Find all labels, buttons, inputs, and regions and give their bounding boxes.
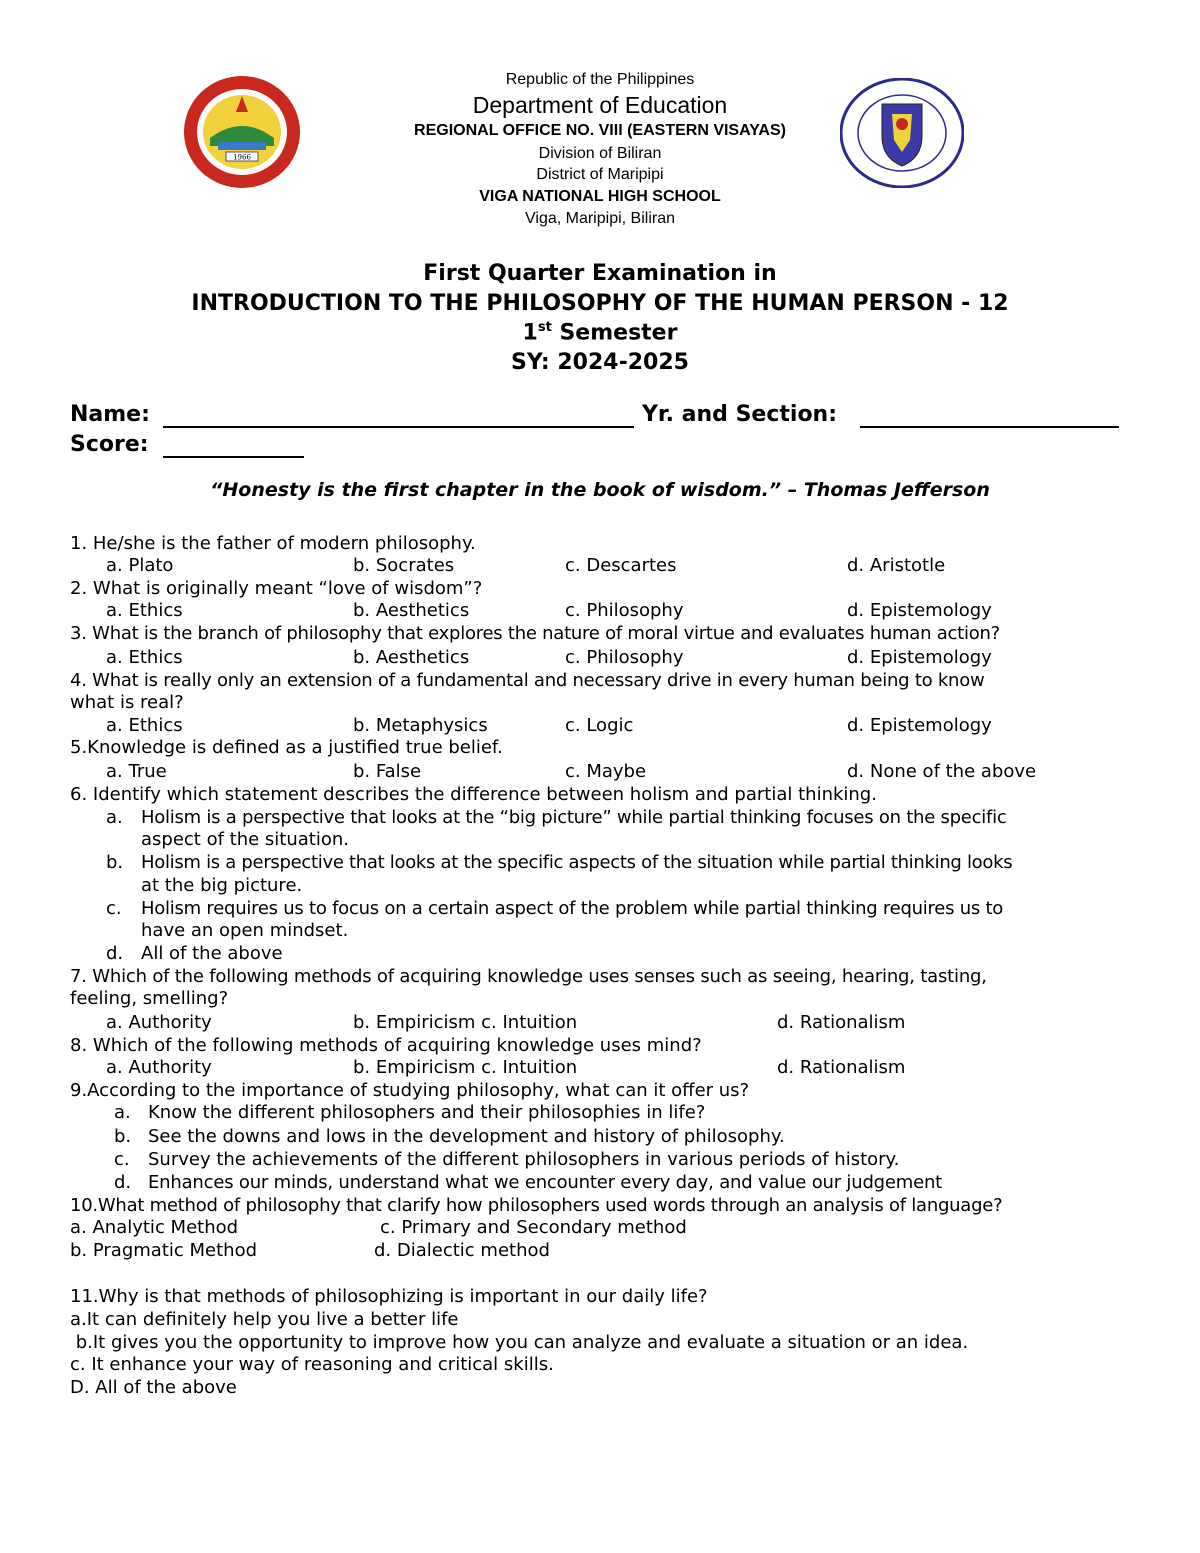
question-2: 2. What is originally meant “love of wisdom”? — [70, 578, 483, 599]
q10-option-d: d. Dialectic method — [374, 1240, 550, 1261]
exam-semester: 1st Semester — [522, 320, 678, 346]
department-line: Department of Education — [472, 92, 728, 118]
q9-option-c: Survey the achievements of the different philosophers in various periods of history. — [148, 1149, 900, 1170]
q7-option-bc: b. Empiricism c. Intuition — [353, 1012, 578, 1033]
question-5: 5.Knowledge is defined as a justified true belief. — [70, 737, 503, 758]
q6-option-a: Holism is a perspective that looks at the “big picture” while partial thinking focuses on the specific — [141, 807, 1007, 828]
q7-option-a: a. Authority — [106, 1012, 212, 1033]
exam-title-line1: First Quarter Examination in — [423, 261, 777, 286]
name-field[interactable] — [163, 426, 634, 428]
exam-subject: INTRODUCTION TO THE PHILOSOPHY OF THE HUMAN PERSON - 12 — [191, 291, 1009, 316]
q9-mark-a: a. — [114, 1102, 131, 1123]
q5-option-d: d. None of the above — [847, 761, 1037, 782]
q8-option-d: d. Rationalism — [777, 1057, 906, 1078]
q9-option-d: Enhances our minds, understand what we encounter every day, and value our judgement — [148, 1172, 943, 1193]
svg-text:1966: 1966 — [233, 153, 251, 162]
region-line: REGIONAL OFFICE NO. VIII (EASTERN VISAYAS) — [414, 122, 786, 139]
division-line: Division of Biliran — [538, 145, 662, 162]
q9-mark-b: b. — [114, 1126, 132, 1147]
q1-option-b: b. Socrates — [353, 555, 455, 576]
q6-option-b-cont: at the big picture. — [141, 875, 303, 896]
q4-option-c: c. Logic — [565, 715, 634, 736]
q10-option-a: a. Analytic Method — [70, 1217, 239, 1238]
q6-option-c: Holism requires us to focus on a certain aspect of the problem while partial thinking requires us to — [141, 898, 1004, 919]
score-field[interactable] — [163, 456, 304, 458]
q1-option-a: a. Plato — [106, 555, 174, 576]
question-1: 1. He/she is the father of modern philosophy. — [70, 533, 476, 554]
q3-option-a: a. Ethics — [106, 647, 183, 668]
q10-option-b: b. Pragmatic Method — [70, 1240, 258, 1261]
q5-option-a: a. True — [106, 761, 167, 782]
q9-option-b: See the downs and lows in the development and history of philosophy. — [148, 1126, 785, 1147]
section-field[interactable] — [860, 426, 1119, 428]
q2-option-a: a. Ethics — [106, 600, 183, 621]
q9-mark-c: c. — [114, 1149, 130, 1170]
q6-option-c-cont: have an open mindset. — [141, 920, 349, 941]
school-year: SY: 2024-2025 — [511, 350, 689, 375]
question-4-cont: what is real? — [70, 692, 184, 713]
question-11: 11.Why is that methods of philosophizing is important in our daily life? — [70, 1286, 708, 1307]
question-8: 8. Which of the following methods of acquiring knowledge uses mind? — [70, 1035, 702, 1056]
question-4: 4. What is really only an extension of a fundamental and necessary drive in every human being to know — [70, 670, 985, 691]
q1-option-c: c. Descartes — [565, 555, 677, 576]
score-label: Score: — [70, 432, 149, 457]
question-7: 7. Which of the following methods of acquiring knowledge uses senses such as seeing, hearing, tasting, — [70, 966, 987, 987]
q6-mark-b: b. — [106, 852, 124, 873]
q8-option-a: a. Authority — [106, 1057, 212, 1078]
question-3: 3. What is the branch of philosophy that explores the nature of moral virtue and evaluates human action? — [70, 623, 1000, 644]
name-label: Name: — [70, 402, 150, 427]
q3-option-b: b. Aesthetics — [353, 647, 470, 668]
q7-option-d: d. Rationalism — [777, 1012, 906, 1033]
question-6: 6. Identify which statement describes the difference between holism and partial thinking. — [70, 784, 877, 805]
q4-option-a: a. Ethics — [106, 715, 183, 736]
q4-option-b: b. Metaphysics — [353, 715, 488, 736]
q5-option-c: c. Maybe — [565, 761, 647, 782]
q6-option-b: Holism is a perspective that looks at the specific aspects of the situation while partial thinking looks — [141, 852, 1013, 873]
q3-option-c: c. Philosophy — [565, 647, 684, 668]
q8-option-bc: b. Empiricism c. Intuition — [353, 1057, 578, 1078]
q11-option-c: c. It enhance your way of reasoning and critical skills. — [70, 1354, 554, 1375]
q3-option-d: d. Epistemology — [847, 647, 992, 668]
address-line: Viga, Maripipi, Biliran — [525, 210, 675, 227]
school-line: VIGA NATIONAL HIGH SCHOOL — [479, 188, 721, 205]
q6-mark-d: d. — [106, 943, 124, 964]
q2-option-b: b. Aesthetics — [353, 600, 470, 621]
quote: “Honesty is the first chapter in the book of wisdom.” – Thomas Jefferson — [210, 479, 990, 501]
republic-line: Republic of the Philippines — [505, 71, 695, 88]
q6-option-a-cont: aspect of the situation. — [141, 829, 349, 850]
question-7-cont: feeling, smelling? — [70, 988, 229, 1009]
q9-option-a: Know the different philosophers and their philosophies in life? — [148, 1102, 706, 1123]
q11-option-d: D. All of the above — [70, 1377, 237, 1398]
question-9: 9.According to the importance of studying philosophy, what can it offer us? — [70, 1080, 750, 1101]
q2-option-c: c. Philosophy — [565, 600, 684, 621]
q11-option-a: a.It can definitely help you live a better life — [70, 1309, 459, 1330]
q4-option-d: d. Epistemology — [847, 715, 992, 736]
q1-option-d: d. Aristotle — [847, 555, 946, 576]
district-line: District of Maripipi — [536, 166, 664, 183]
q5-option-b: b. False — [353, 761, 422, 782]
q10-option-c: c. Primary and Secondary method — [380, 1217, 687, 1238]
q6-mark-c: c. — [106, 898, 122, 919]
question-10: 10.What method of philosophy that clarify how philosophers used words through an analysis of language? — [70, 1195, 1003, 1216]
q9-mark-d: d. — [114, 1172, 132, 1193]
q6-mark-a: a. — [106, 807, 123, 828]
section-label: Yr. and Section: — [642, 402, 838, 427]
q11-option-b: b.It gives you the opportunity to improve how you can analyze and evaluate a situation or an idea. — [70, 1332, 969, 1353]
q2-option-d: d. Epistemology — [847, 600, 992, 621]
q6-option-d: All of the above — [141, 943, 283, 964]
